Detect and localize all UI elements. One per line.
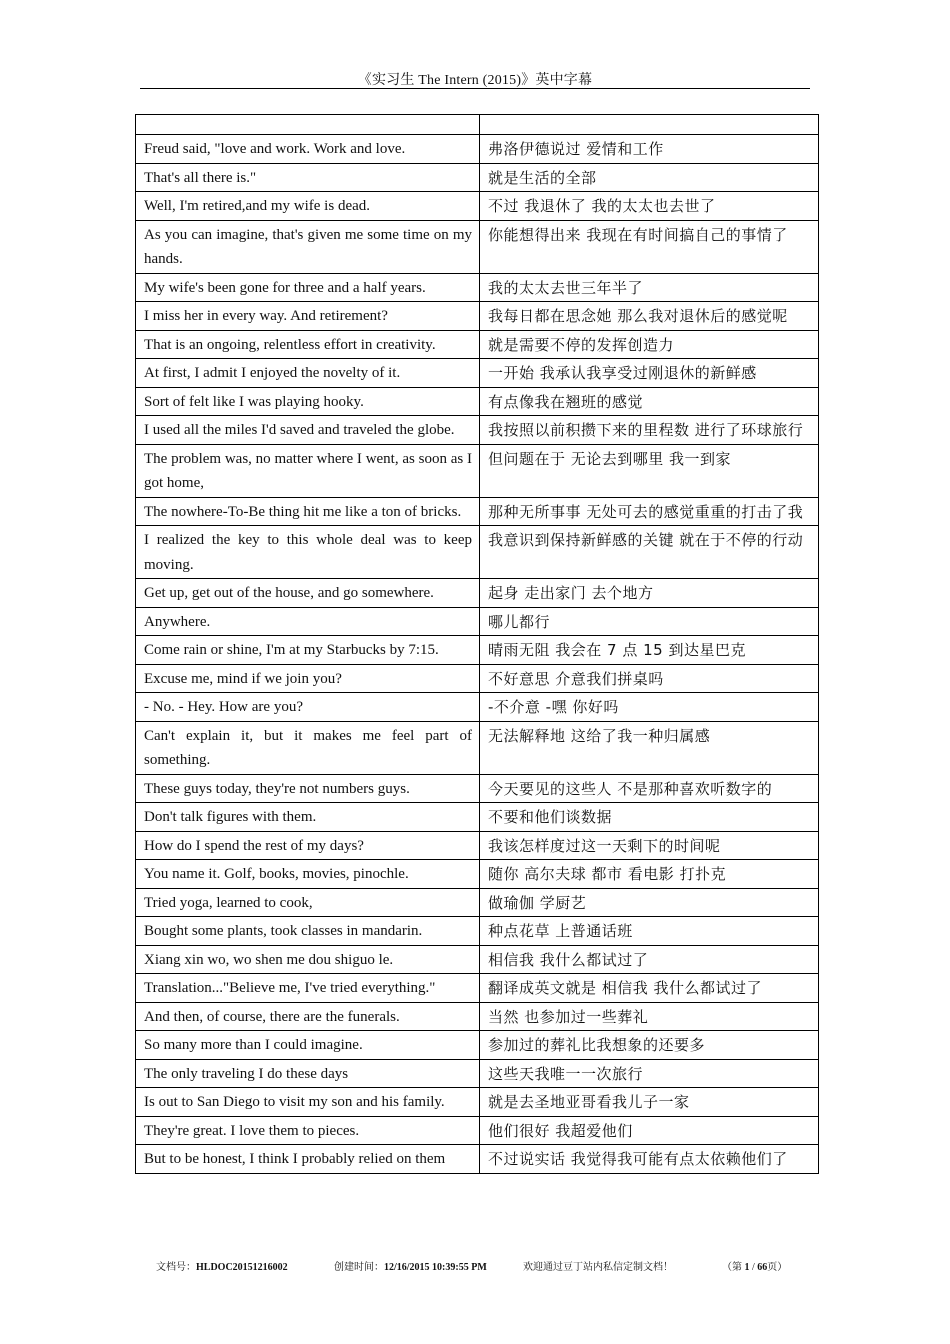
chinese-line: 种点花草 上普通话班	[480, 917, 819, 946]
table-row	[136, 135, 819, 164]
chinese-line: 不要和他们谈数据	[480, 803, 819, 832]
english-line: I realized the key to this whole deal was to keep moving.	[136, 526, 480, 579]
english-line: As you can imagine, that's given me some time on my hands.	[136, 220, 480, 273]
table-row	[136, 220, 819, 273]
english-line: Anywhere.	[136, 607, 480, 636]
chinese-line: 我意识到保持新鲜感的关键 就在于不停的行动	[480, 526, 819, 579]
english-line: But to be honest, I think I probably relied on them	[136, 1145, 480, 1174]
welcome-text: 欢迎通过豆丁站内私信定制文档！	[523, 1262, 673, 1273]
chinese-line: 这些天我唯一一次旅行	[480, 1059, 819, 1088]
page-footer	[0, 1258, 950, 1272]
page-header-title: 《实习生 The Intern (2015)》英中字幕	[357, 73, 593, 88]
table-row	[136, 917, 819, 946]
created-label: 创建时间：	[334, 1262, 384, 1273]
english-line: Can't explain it, but it makes me feel part of something.	[136, 721, 480, 774]
english-line: They're great. I love them to pieces.	[136, 1116, 480, 1145]
chinese-line: -不介意 -嘿 你好吗	[480, 693, 819, 722]
table-row	[136, 115, 819, 135]
chinese-line: 翻译成英文就是 相信我 我什么都试过了	[480, 974, 819, 1003]
chinese-line: 你能想得出来 我现在有时间搞自己的事情了	[480, 220, 819, 273]
chinese-line: 我按照以前积攒下来的里程数 进行了环球旅行	[480, 416, 819, 445]
english-line: At first, I admit I enjoyed the novelty of it.	[136, 359, 480, 388]
table-row	[136, 359, 819, 388]
header-rule	[140, 88, 810, 89]
chinese-line: 哪儿都行	[480, 607, 819, 636]
chinese-line: 就是需要不停的发挥创造力	[480, 330, 819, 359]
table-row	[136, 888, 819, 917]
english-line: Sort of felt like I was playing hooky.	[136, 387, 480, 416]
english-line: Come rain or shine, I'm at my Starbucks by 7:15.	[136, 636, 480, 665]
english-line: You name it. Golf, books, movies, pinochle.	[136, 860, 480, 889]
chinese-line: 但问题在于 无论去到哪里 我一到家	[480, 444, 819, 497]
chinese-line: 不过说实话 我觉得我可能有点太依赖他们了	[480, 1145, 819, 1174]
table-row	[136, 163, 819, 192]
english-line: Get up, get out of the house, and go somewhere.	[136, 579, 480, 608]
page-separator: /	[749, 1262, 758, 1273]
page-prefix: （第	[722, 1262, 745, 1273]
table-row	[136, 860, 819, 889]
table-row	[136, 497, 819, 526]
table-row	[136, 416, 819, 445]
table-row	[136, 774, 819, 803]
chinese-line: 做瑜伽 学厨艺	[480, 888, 819, 917]
chinese-line: 那种无所事事 无处可去的感觉重重的打击了我	[480, 497, 819, 526]
table-row	[136, 721, 819, 774]
english-line: Xiang xin wo, wo shen me dou shiguo le.	[136, 945, 480, 974]
page-current: 1	[744, 1262, 750, 1273]
table-row	[136, 1031, 819, 1060]
english-line: My wife's been gone for three and a half years.	[136, 273, 480, 302]
chinese-line: 我的太太去世三年半了	[480, 273, 819, 302]
english-line: The nowhere-To-Be thing hit me like a ton of bricks.	[136, 497, 480, 526]
table-row	[136, 664, 819, 693]
english-line: And then, of course, there are the funerals.	[136, 1002, 480, 1031]
english-line	[136, 115, 480, 135]
chinese-line: 相信我 我什么都试过了	[480, 945, 819, 974]
subtitle-table	[135, 114, 819, 1174]
doc-id-value: HLDOC20151216002	[196, 1262, 288, 1273]
doc-id-label: 文档号：	[156, 1262, 196, 1273]
english-line: Translation..."Believe me, I've tried everything."	[136, 974, 480, 1003]
chinese-line: 起身 走出家门 去个地方	[480, 579, 819, 608]
table-row	[136, 636, 819, 665]
table-row	[136, 387, 819, 416]
english-line: - No. - Hey. How are you?	[136, 693, 480, 722]
table-row	[136, 1116, 819, 1145]
chinese-line: 随你 高尔夫球 都市 看电影 打扑克	[480, 860, 819, 889]
chinese-line: 弗洛伊德说过 爱情和工作	[480, 135, 819, 164]
table-row	[136, 1145, 819, 1174]
chinese-line: 一开始 我承认我享受过刚退休的新鲜感	[480, 359, 819, 388]
english-line: Well, I'm retired,and my wife is dead.	[136, 192, 480, 221]
created-time	[334, 1258, 487, 1273]
table-row	[136, 444, 819, 497]
english-line: I used all the miles I'd saved and traveled the globe.	[136, 416, 480, 445]
english-line: That is an ongoing, relentless effort in creativity.	[136, 330, 480, 359]
page-suffix: 页）	[767, 1262, 788, 1273]
chinese-line: 不过 我退休了 我的太太也去世了	[480, 192, 819, 221]
english-line: Bought some plants, took classes in mandarin.	[136, 917, 480, 946]
chinese-line: 我该怎样度过这一天剩下的时间呢	[480, 831, 819, 860]
table-row	[136, 1059, 819, 1088]
subtitle-table-body	[136, 115, 819, 1174]
english-line: Excuse me, mind if we join you?	[136, 664, 480, 693]
chinese-line: 不好意思 介意我们拼桌吗	[480, 664, 819, 693]
chinese-line: 就是去圣地亚哥看我儿子一家	[480, 1088, 819, 1117]
table-row	[136, 607, 819, 636]
chinese-line	[480, 115, 819, 135]
english-line: How do I spend the rest of my days?	[136, 831, 480, 860]
chinese-line: 今天要见的这些人 不是那种喜欢听数字的	[480, 774, 819, 803]
table-row	[136, 192, 819, 221]
english-line: I miss her in every way. And retirement?	[136, 302, 480, 331]
chinese-line: 参加过的葬礼比我想象的还要多	[480, 1031, 819, 1060]
table-row	[136, 803, 819, 832]
chinese-line: 有点像我在翘班的感觉	[480, 387, 819, 416]
english-line: Is out to San Diego to visit my son and his family.	[136, 1088, 480, 1117]
table-row	[136, 302, 819, 331]
table-row	[136, 579, 819, 608]
chinese-line: 就是生活的全部	[480, 163, 819, 192]
english-line: These guys today, they're not numbers guys.	[136, 774, 480, 803]
chinese-line: 当然 也参加过一些葬礼	[480, 1002, 819, 1031]
chinese-line: 无法解释地 这给了我一种归属感	[480, 721, 819, 774]
table-row	[136, 526, 819, 579]
table-row	[136, 273, 819, 302]
doc-id	[156, 1258, 288, 1273]
table-row	[136, 693, 819, 722]
english-line: Don't talk figures with them.	[136, 803, 480, 832]
chinese-line: 我每日都在思念她 那么我对退休后的感觉呢	[480, 302, 819, 331]
english-line: The problem was, no matter where I went, as soon as I got home,	[136, 444, 480, 497]
table-row	[136, 831, 819, 860]
chinese-line: 晴雨无阻 我会在 7 点 15 到达星巴克	[480, 636, 819, 665]
english-line: That's all there is."	[136, 163, 480, 192]
english-line: Freud said, "love and work. Work and love.	[136, 135, 480, 164]
table-row	[136, 974, 819, 1003]
english-line: The only traveling I do these days	[136, 1059, 480, 1088]
page-indicator	[722, 1258, 787, 1273]
page-total: 66	[757, 1262, 768, 1273]
table-row	[136, 1002, 819, 1031]
table-row	[136, 945, 819, 974]
english-line: So many more than I could imagine.	[136, 1031, 480, 1060]
english-line: Tried yoga, learned to cook,	[136, 888, 480, 917]
table-row	[136, 1088, 819, 1117]
table-row	[136, 330, 819, 359]
created-value: 12/16/2015 10:39:55 PM	[384, 1262, 487, 1273]
chinese-line: 他们很好 我超爱他们	[480, 1116, 819, 1145]
